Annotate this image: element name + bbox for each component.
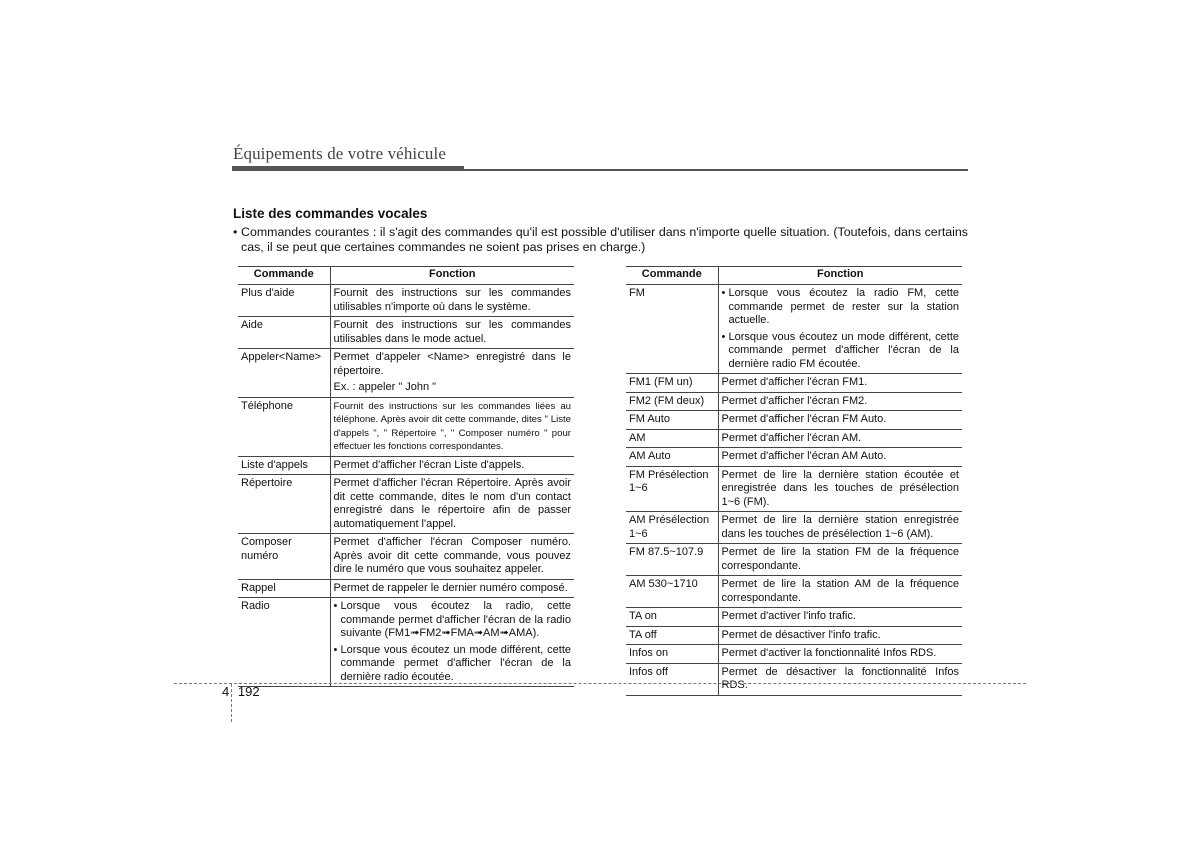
- table-row: [626, 466, 962, 512]
- function-cell: [330, 456, 574, 475]
- function-text: Fournit des instructions sur les commandes utilisables n'importe où dans le système.: [333, 287, 571, 313]
- function-cell: [718, 374, 962, 393]
- table-row: [238, 579, 574, 598]
- function-cell: [330, 285, 574, 317]
- function-cell: [718, 466, 962, 512]
- table-row: [238, 397, 574, 456]
- command-cell: FM: [626, 285, 718, 374]
- bullet-marker: •: [721, 330, 726, 343]
- table-row: [626, 392, 962, 411]
- table-row: [626, 663, 962, 695]
- column-header-command: Commande: [238, 267, 330, 285]
- function-text: Permet d'afficher l'écran Composer numéro. Après avoir dit cette commande, vous pouvez dire le numéro que vous souhaitez appeler.: [333, 536, 571, 575]
- command-cell: Téléphone: [238, 397, 330, 456]
- function-cell: [718, 544, 962, 576]
- command-cell: Composer numéro: [238, 534, 330, 580]
- command-cell: Infos off: [626, 663, 718, 695]
- function-text: Permet d'activer la fonctionnalité Infos RDS.: [721, 647, 937, 659]
- column-header-function: Fonction: [330, 267, 574, 285]
- function-cell: [718, 429, 962, 448]
- table-row: [238, 317, 574, 349]
- command-cell: TA off: [626, 626, 718, 645]
- command-cell: AM: [626, 429, 718, 448]
- command-cell: Aide: [238, 317, 330, 349]
- command-cell: Infos on: [626, 645, 718, 664]
- function-cell: [330, 475, 574, 534]
- function-cell: [718, 645, 962, 664]
- bullet-item: [722, 287, 960, 328]
- table-row: [626, 576, 962, 608]
- command-cell: FM2 (FM deux): [626, 392, 718, 411]
- bullet-item: [334, 600, 572, 641]
- function-text: Fournit des instructions sur les commandes liées au téléphone. Après avoir dit cette commande, dites " Liste d'appels ", " Répertoire ", " Composer numéro " pour effectuer les fonctions correspondantes.: [333, 400, 571, 452]
- command-cell: Appeler<Name>: [238, 349, 330, 398]
- bullet-item: [722, 331, 960, 372]
- table-row: [626, 374, 962, 393]
- function-text: Permet de rappeler le dernier numéro composé.: [333, 581, 568, 594]
- table-row: [626, 285, 962, 374]
- table-header-row: [626, 267, 962, 285]
- command-cell: Répertoire: [238, 475, 330, 534]
- section-title: Liste des commandes vocales: [233, 206, 428, 221]
- function-cell: [330, 397, 574, 456]
- voice-commands-table-right: [626, 266, 962, 696]
- function-text: Permet de désactiver l'info trafic.: [721, 628, 881, 641]
- bullet-text: Lorsque vous écoutez la radio, cette commande permet d'afficher l'écran de la radio suivante (FM1➟FM2➟FMA➟AM➟AMA).: [340, 600, 571, 639]
- column-header-command: Commande: [626, 267, 718, 285]
- function-text: Permet d'afficher l'écran Liste d'appels.: [333, 458, 525, 471]
- function-text: Fournit des instructions sur les commandes utilisables dans le mode actuel.: [333, 319, 571, 345]
- section-number: 4: [222, 684, 230, 699]
- function-cell: [718, 411, 962, 430]
- function-text: Permet d'afficher l'écran Répertoire. Après avoir dit cette commande, dites le nom d'un contact enregistré dans le répertoire afin de passer automatiquement l'appel.: [333, 477, 571, 530]
- command-cell: Radio: [238, 598, 330, 687]
- function-cell: [330, 349, 574, 398]
- running-header-title: Équipements de votre véhicule: [233, 144, 446, 163]
- function-cell: [330, 579, 574, 598]
- command-cell: AM Présélection 1~6: [626, 512, 718, 544]
- function-text: Permet d'appeler <Name> enregistré dans le répertoire.: [333, 351, 571, 377]
- function-text: Permet d'afficher l'écran AM Auto.: [721, 450, 887, 462]
- table-row: [626, 448, 962, 467]
- command-cell: AM Auto: [626, 448, 718, 467]
- function-text: Permet de lire la station FM de la fréquence correspondante.: [721, 546, 959, 572]
- command-cell: TA on: [626, 608, 718, 627]
- page-number-value: 192: [237, 684, 260, 699]
- function-cell: [718, 663, 962, 695]
- function-cell: [718, 608, 962, 627]
- voice-commands-table-left: [238, 266, 574, 687]
- function-text: Permet d'afficher l'écran FM1.: [721, 376, 868, 388]
- function-cell: [330, 534, 574, 580]
- table-row: [238, 285, 574, 317]
- column-header-function: Fonction: [718, 267, 962, 285]
- bullet-text: Lorsque vous écoutez la radio FM, cette commande permet de rester sur la station actuelle.: [728, 287, 959, 326]
- function-cell: [718, 392, 962, 411]
- command-cell: AM 530~1710: [626, 576, 718, 608]
- function-text: Permet d'afficher l'écran FM2.: [721, 394, 868, 407]
- bullet-marker: •: [333, 600, 338, 612]
- command-cell: Liste d'appels: [238, 456, 330, 475]
- bullet-text: Lorsque vous écoutez un mode différent, cette commande permet d'afficher l'écran de la dernière radio FM écoutée.: [728, 330, 959, 370]
- function-text: Permet de lire la dernière station enregistrée dans les touches de présélection 1~6 (AM).: [721, 514, 959, 540]
- table-row: [238, 475, 574, 534]
- function-text: Permet d'afficher l'écran AM.: [721, 431, 862, 444]
- table-row: [626, 645, 962, 664]
- command-cell: FM1 (FM un): [626, 374, 718, 393]
- table-row: [238, 534, 574, 580]
- bullet-marker: •: [333, 643, 338, 656]
- function-cell: [718, 512, 962, 544]
- header-rule-thick: [232, 166, 464, 171]
- header-rule-thin: [464, 169, 968, 171]
- table-header-row: [238, 267, 574, 285]
- table-row: [626, 608, 962, 627]
- function-text: Permet de lire la dernière station écoutée et enregistrée dans les touches de présélection 1~6 (FM).: [721, 468, 959, 508]
- table-row: [238, 349, 574, 398]
- function-text: Permet de désactiver la fonctionnalité Infos RDS.: [721, 665, 959, 691]
- bullet-marker: •: [721, 287, 726, 299]
- footer-dashed-rule: [174, 683, 1026, 684]
- function-cell: [718, 626, 962, 645]
- function-cell: [718, 285, 962, 374]
- command-cell: FM Auto: [626, 411, 718, 430]
- function-text: Permet d'afficher l'écran FM Auto.: [721, 413, 887, 425]
- table-row: [238, 456, 574, 475]
- table-row: [626, 512, 962, 544]
- intro-text: Commandes courantes : il s'agit des commandes qu'il est possible d'utiliser dans n'importe quelle situation. (Toutefois, dans certains cas, il se peut que certaines commandes ne soient pas prises en charge.): [241, 225, 968, 254]
- function-cell: [718, 448, 962, 467]
- table-row: [238, 598, 574, 687]
- command-cell: Rappel: [238, 579, 330, 598]
- command-cell: FM Présélection 1~6: [626, 466, 718, 512]
- table-row: [626, 626, 962, 645]
- bullet-text: Lorsque vous écoutez un mode différent, cette commande permet d'afficher l'écran de la dernière radio écoutée.: [340, 643, 571, 683]
- table-row: [626, 429, 962, 448]
- command-cell: FM 87.5~107.9: [626, 544, 718, 576]
- bullet-marker: •: [233, 225, 238, 239]
- table-row: [626, 411, 962, 430]
- intro-paragraph: [233, 225, 968, 255]
- function-cell: [330, 598, 574, 687]
- function-text: Permet de lire la station AM de la fréquence correspondante.: [721, 578, 959, 604]
- command-cell: Plus d'aide: [238, 285, 330, 317]
- function-cell: [718, 576, 962, 608]
- function-text: Permet d'activer l'info trafic.: [721, 610, 856, 622]
- page-number: [222, 684, 260, 699]
- bullet-item: [334, 644, 572, 685]
- function-example: Ex. : appeler " John ": [333, 381, 437, 393]
- table-row: [626, 544, 962, 576]
- function-cell: [330, 317, 574, 349]
